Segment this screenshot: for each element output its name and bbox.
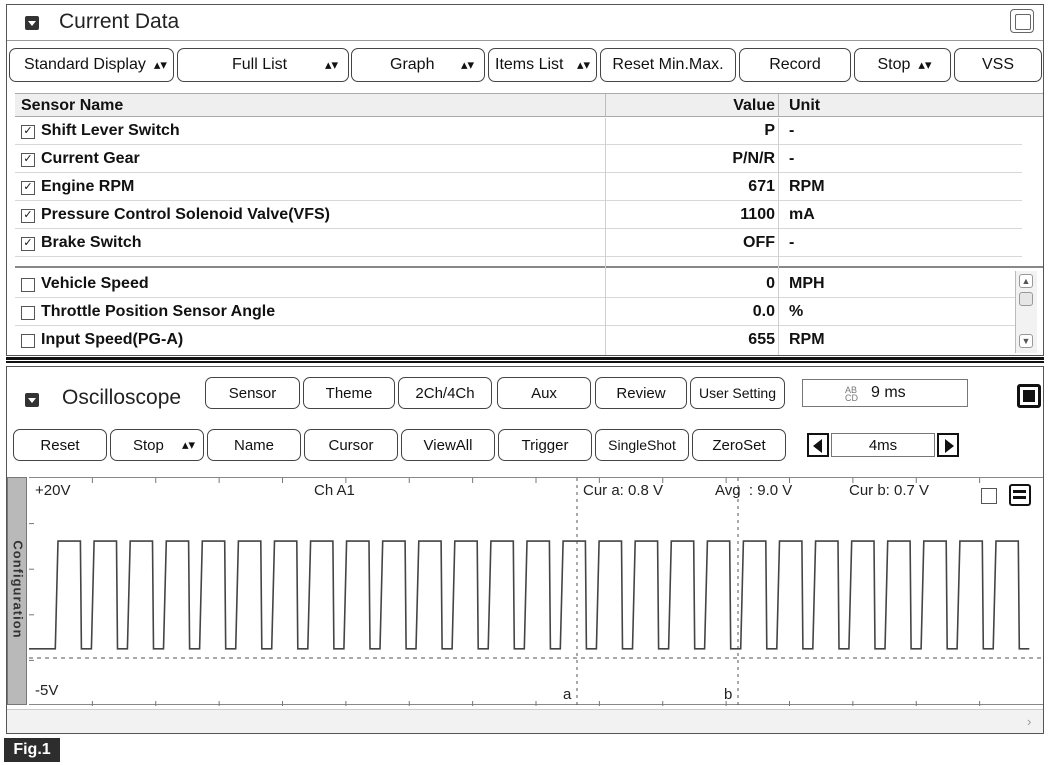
sensor-value: 671 (748, 178, 775, 195)
time-increase-icon[interactable] (937, 433, 959, 457)
scroll-thumb[interactable] (1019, 292, 1033, 306)
channel-list-icon[interactable] (1009, 484, 1031, 506)
oscilloscope-panel (6, 366, 1044, 734)
cursor-b-marker[interactable]: b (724, 686, 733, 703)
y-max-label: +20V (35, 482, 71, 499)
row-checkbox[interactable]: ✓ (21, 181, 35, 195)
panel-splitter[interactable] (6, 357, 1044, 363)
standard-display-label: Standard Display (24, 56, 146, 73)
sensor-value: OFF (743, 234, 775, 251)
sensor-name-column-header[interactable]: Sensor Name (21, 97, 124, 114)
record-button[interactable]: Record (739, 48, 851, 82)
table-row[interactable] (15, 299, 1022, 326)
updown-arrow-icon: ▴▾ (324, 57, 338, 72)
y-min-label: -5V (35, 682, 59, 699)
name-button[interactable]: Name (207, 429, 301, 461)
scroll-up-icon[interactable]: ▲ (1019, 274, 1033, 288)
sensor-name: Engine RPM (41, 178, 135, 195)
waveform-canvas (29, 478, 1043, 706)
channel-a1-waveform (29, 541, 1029, 649)
row-checkbox[interactable] (21, 278, 35, 292)
sensor-name: Shift Lever Switch (41, 122, 180, 139)
current-data-panel (6, 4, 1044, 356)
column-divider (605, 94, 606, 116)
axis-ticks (29, 478, 980, 706)
row-checkbox[interactable] (21, 334, 35, 348)
average-readout: Avg : 9.0 V (715, 482, 793, 499)
sensor-unit: mA (789, 206, 815, 223)
unit-column-header[interactable]: Unit (789, 97, 821, 114)
sensor-table-header (15, 93, 1043, 117)
oscilloscope-plot[interactable] (29, 477, 1043, 705)
row-checkbox[interactable] (21, 306, 35, 320)
updown-arrow-icon: ▴▾ (153, 57, 167, 72)
figure-label: Fig.1 (4, 738, 60, 762)
standard-display-dropdown[interactable] (9, 48, 174, 82)
sensor-name: Current Gear (41, 150, 140, 167)
cursor-a-readout: Cur a: 0.8 V (583, 482, 664, 499)
full-list-label: Full List (232, 56, 288, 73)
stop-label: Stop (133, 436, 164, 454)
sensor-name: Vehicle Speed (41, 275, 149, 292)
view-all-button[interactable]: ViewAll (401, 429, 495, 461)
current-data-header (7, 5, 1043, 41)
table-row[interactable] (15, 174, 1022, 201)
updown-arrow-icon: ▴▾ (576, 57, 590, 72)
sensor-name: Pressure Control Solenoid Valve(VFS) (41, 206, 330, 223)
channel-label: Ch A1 (314, 482, 355, 499)
column-divider (778, 94, 779, 116)
sensor-name: Brake Switch (41, 234, 142, 251)
horizontal-scrollbar[interactable] (7, 709, 1043, 733)
trigger-button[interactable]: Trigger (498, 429, 592, 461)
table-row[interactable] (15, 118, 1022, 145)
sensor-unit: - (789, 234, 795, 251)
auto-scale-checkbox[interactable] (981, 488, 997, 504)
updown-arrow-icon: ▴▾ (181, 437, 195, 452)
sensor-value: 0 (766, 275, 775, 292)
items-list-dropdown[interactable] (488, 48, 597, 82)
row-checkbox[interactable]: ✓ (21, 153, 35, 167)
column-divider (605, 118, 606, 355)
channel-mode-button[interactable]: 2Ch/4Ch (398, 377, 492, 409)
time-decrease-icon[interactable] (807, 433, 829, 457)
sensor-unit: MPH (789, 275, 825, 292)
scroll-down-icon[interactable]: ▼ (1019, 334, 1033, 348)
stop-label: Stop (877, 56, 911, 73)
review-button[interactable]: Review (595, 377, 687, 409)
aux-button[interactable]: Aux (497, 377, 591, 409)
reset-button[interactable]: Reset (13, 429, 107, 461)
graph-dropdown[interactable] (351, 48, 485, 82)
current-data-title: Current Data (59, 10, 180, 33)
sensor-value: P (764, 122, 775, 139)
sensor-unit: - (789, 122, 795, 139)
graph-label: Graph (390, 56, 435, 73)
sensor-unit: RPM (789, 331, 825, 348)
cursor-a-marker[interactable]: a (563, 686, 572, 703)
sample-time-value: 9 ms (871, 384, 906, 401)
sensor-unit: - (789, 150, 795, 167)
collapse-current-data-icon[interactable] (25, 16, 39, 30)
sensor-button[interactable]: Sensor (205, 377, 300, 409)
scroll-right-icon[interactable]: › (1027, 714, 1032, 729)
panel-toggle-icon[interactable] (1017, 384, 1041, 408)
zero-set-button[interactable]: ZeroSet (692, 429, 786, 461)
items-list-label: Items List (495, 56, 564, 73)
time-per-div-field[interactable]: 4ms (831, 433, 935, 457)
maximize-icon[interactable] (1010, 9, 1034, 33)
sensor-name: Throttle Position Sensor Angle (41, 303, 276, 320)
user-setting-button[interactable]: User Setting (690, 377, 785, 409)
configuration-tab[interactable] (7, 477, 27, 705)
sensor-unit: % (789, 303, 804, 320)
table-row[interactable] (15, 271, 1022, 298)
table-row[interactable] (15, 327, 1022, 354)
table-row[interactable] (15, 146, 1022, 173)
column-divider (778, 118, 779, 355)
sensor-value: 1100 (740, 206, 775, 223)
value-column-header[interactable]: Value (733, 97, 775, 114)
oscilloscope-title: Oscilloscope (62, 386, 182, 409)
vss-button[interactable]: VSS (954, 48, 1042, 82)
configuration-tab-label: Configuration (10, 540, 26, 639)
reset-min-max-button[interactable]: Reset Min.Max. (600, 48, 736, 82)
sensor-value: 0.0 (752, 303, 775, 320)
sensor-name: Input Speed(PG-A) (41, 331, 184, 348)
table-row[interactable] (15, 230, 1022, 257)
row-checkbox[interactable]: ✓ (21, 237, 35, 251)
table-scrollbar[interactable] (1015, 271, 1037, 353)
collapse-oscilloscope-icon[interactable] (25, 393, 39, 407)
row-checkbox[interactable]: ✓ (21, 209, 35, 223)
sample-time-icon: AB CD (845, 385, 858, 403)
sensor-unit: RPM (789, 178, 825, 195)
table-row[interactable] (15, 202, 1022, 229)
stop-dropdown[interactable] (854, 48, 951, 82)
section-separator (15, 266, 1043, 268)
updown-arrow-icon: ▴▾ (918, 57, 932, 72)
single-shot-button[interactable]: SingleShot (595, 429, 689, 461)
stop-dropdown[interactable] (110, 429, 204, 461)
cursor-b-readout: Cur b: 0.7 V (849, 482, 930, 499)
full-list-dropdown[interactable] (177, 48, 349, 82)
sensor-value: P/N/R (732, 150, 775, 167)
sample-time-display (802, 379, 968, 407)
theme-button[interactable]: Theme (303, 377, 395, 409)
updown-arrow-icon: ▴▾ (460, 57, 474, 72)
row-checkbox[interactable]: ✓ (21, 125, 35, 139)
cursor-button[interactable]: Cursor (304, 429, 398, 461)
sensor-value: 655 (748, 331, 775, 348)
